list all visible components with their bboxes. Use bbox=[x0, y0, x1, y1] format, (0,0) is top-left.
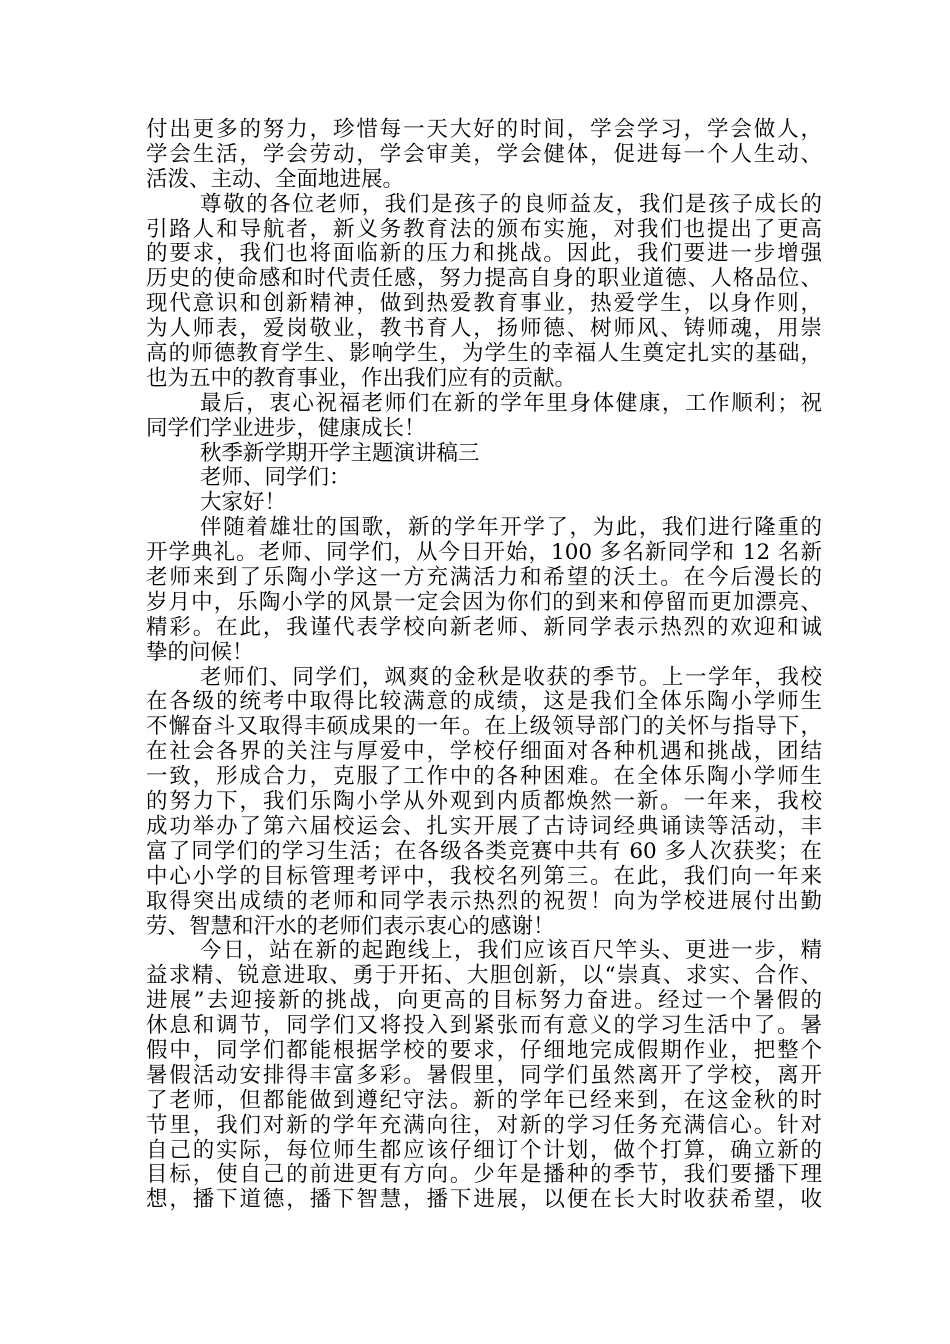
text-line: 老师、同学们： bbox=[200, 465, 351, 491]
text-line: 目标，使自己的前进更有方向。少年是播种的季节，我们要播下理 bbox=[146, 1162, 822, 1188]
text-line: 富了同学们的学习生活；在各级各类竞赛中共有 60 多人次获奖；在 bbox=[146, 838, 822, 864]
text-line: 活泼、主动、全面地进展。 bbox=[146, 166, 405, 192]
text-line: 的努力下，我们乐陶小学从外观到内质都焕然一新。一年来，我校 bbox=[146, 789, 822, 815]
text-line: 暑假活动安排得丰富多彩。暑假里，同学们虽然离开了学校，离开 bbox=[146, 1062, 822, 1088]
text-line: 的要求，我们也将面临新的压力和挑战。因此，我们要进一步增强 bbox=[146, 241, 822, 267]
text-line: 自己的实际，每位师生都应该仔细订个计划，做个打算，确立新的 bbox=[146, 1137, 822, 1163]
text-line: 取得突出成绩的老师和同学表示热烈的祝贺！向为学校进展付出勤 bbox=[146, 888, 822, 914]
text-line: 休息和调节，同学们又将投入到紧张而有意义的学习生活中了。暑 bbox=[146, 1013, 822, 1039]
text-line: 假中，同学们都能根据学校的要求，仔细地完成假期作业，把整个 bbox=[146, 1037, 822, 1063]
text-line: 一致，形成合力，克服了工作中的各种困难。在全体乐陶小学师生 bbox=[146, 764, 822, 790]
text-line: 秋季新学期开学主题演讲稿三 bbox=[200, 440, 480, 466]
text-line: 老师来到了乐陶小学这一方充满活力和希望的沃土。在今后漫长的 bbox=[146, 565, 822, 591]
text-line: 同学们学业进步，健康成长！ bbox=[146, 415, 426, 441]
text-line: 精彩。在此，我谨代表学校向新老师、新同学表示热烈的欢迎和诚 bbox=[146, 614, 822, 640]
text-line: 付出更多的努力，珍惜每一天大好的时间，学会学习，学会做人， bbox=[146, 117, 822, 142]
text-line: 在各级的统考中取得比较满意的成绩，这是我们全体乐陶小学师生 bbox=[146, 689, 822, 715]
text-line: 劳、智慧和汗水的老师们表示衷心的感谢！ bbox=[146, 913, 555, 939]
text-line: 了老师，但都能做到遵纪守法。新的学年已经来到，在这金秋的时 bbox=[146, 1087, 822, 1113]
text-line: 高的师德教育学生、影响学生，为学生的幸福人生奠定扎实的基础， bbox=[146, 341, 822, 367]
text-line: 今日，站在新的起跑线上，我们应该百尺竿头、更进一步，精 bbox=[200, 938, 822, 964]
text-line: 大家好！ bbox=[200, 490, 287, 516]
text-line: 成功举办了第六届校运会、扎实开展了古诗词经典诵读等活动，丰 bbox=[146, 813, 822, 839]
text-line: 尊敬的各位老师，我们是孩子的良师益友，我们是孩子成长的 bbox=[200, 191, 822, 217]
text-line: 老师们、同学们，飒爽的金秋是收获的季节。上一学年，我校 bbox=[200, 664, 822, 690]
text-line: 也为五中的教育事业，作出我们应有的贡献。 bbox=[146, 365, 577, 391]
text-line: 岁月中，乐陶小学的风景一定会因为你们的到来和停留而更加漂亮、 bbox=[146, 589, 822, 615]
text-line: 开学典礼。老师、同学们，从今日开始，100 多名新同学和 12 名新 bbox=[146, 540, 822, 566]
text-line: 伴随着雄壮的国歌，新的学年开学了，为此，我们进行隆重的 bbox=[200, 515, 822, 541]
document-body bbox=[146, 118, 822, 1213]
text-line: 现代意识和创新精神，做到热爱教育事业，热爱学生，以身作则， bbox=[146, 291, 822, 317]
text-line: 中心小学的目标管理考评中，我校名列第三。在此，我们向一年来 bbox=[146, 863, 822, 889]
text-line: 进展”去迎接新的挑战，向更高的目标努力奋进。经过一个暑假的 bbox=[146, 988, 822, 1014]
text-line: 引路人和导航者，新义务教育法的颁布实施，对我们也提出了更高 bbox=[146, 216, 822, 242]
text-line: 不懈奋斗又取得丰硕成果的一年。在上级领导部门的关怀与指导下， bbox=[146, 714, 822, 740]
text-line: 最后，衷心祝福老师们在新的学年里身体健康，工作顺利；祝 bbox=[200, 390, 822, 416]
text-line: 益求精、锐意进取、勇于开拓、大胆创新，以“崇真、求实、合作、 bbox=[146, 963, 822, 989]
text-line: 为人师表，爱岗敬业，教书育人，扬师德、树师风、铸师魂，用崇 bbox=[146, 316, 822, 342]
text-line: 想，播下道德，播下智慧，播下进展，以便在长大时收获希望，收 bbox=[146, 1187, 822, 1213]
text-line: 在社会各界的关注与厚爱中，学校仔细面对各种机遇和挑战，团结 bbox=[146, 739, 822, 765]
text-line: 挚的问候！ bbox=[146, 639, 254, 665]
text-line: 学会生活，学会劳动，学会审美，学会健体，促进每一个人生动、 bbox=[146, 141, 822, 167]
text-line: 历史的使命感和时代责任感，努力提高自身的职业道德、人格品位、 bbox=[146, 266, 822, 292]
text-line: 节里，我们对新的学年充满向往，对新的学习任务充满信心。针对 bbox=[146, 1112, 822, 1138]
